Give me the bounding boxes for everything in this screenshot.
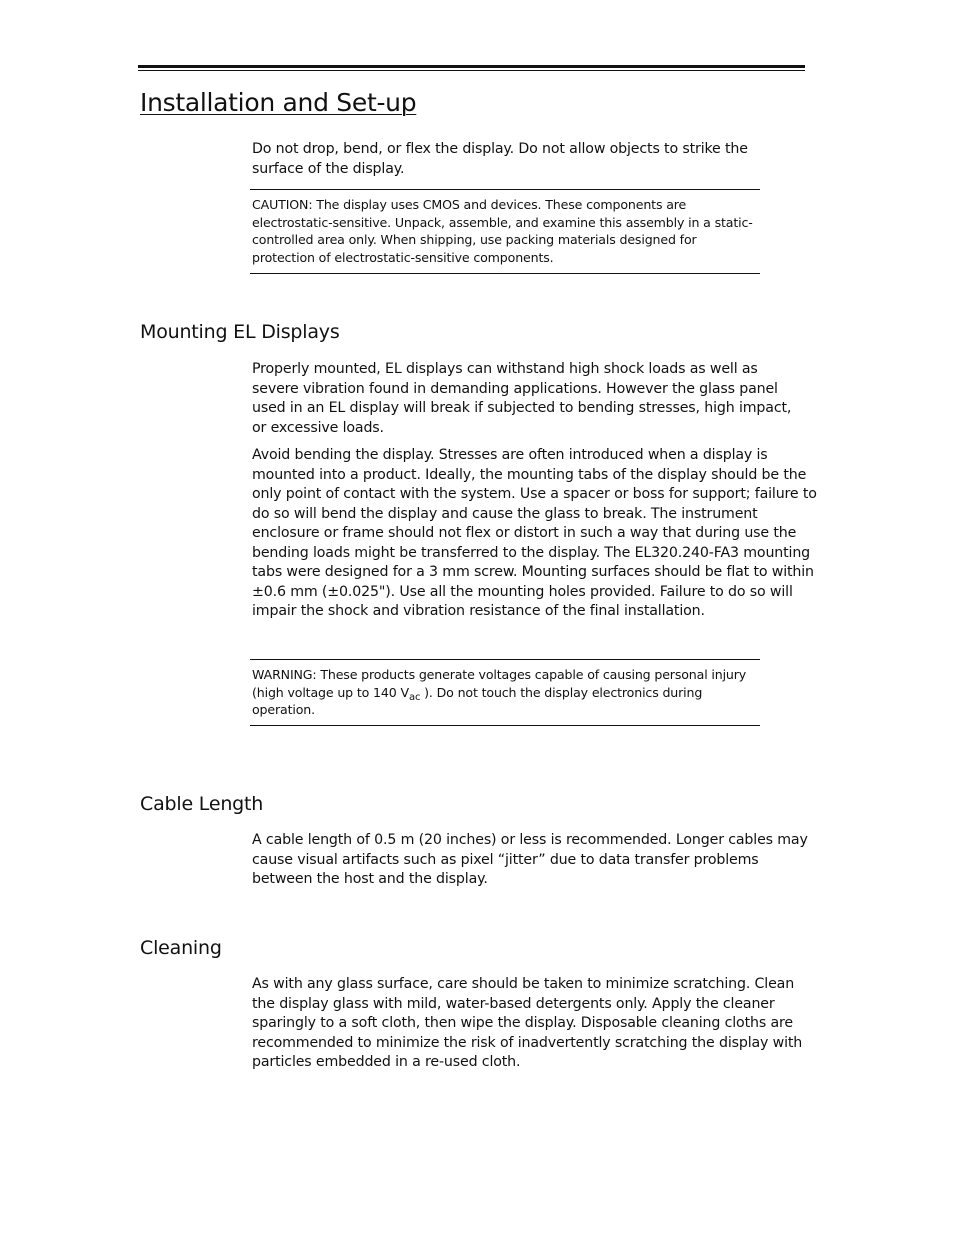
section-heading-cable: Cable Length <box>140 793 264 815</box>
page-title: Installation and Set-up <box>140 88 417 117</box>
mounting-paragraph-2: Avoid bending the display. Stresses are often introduced when a display is mounted into a product. Ideally, the mounting tabs of the display should be the only point of contact with the system. Use a spacer or boss for support; failure to do so will bend the display and cause the glass to break. The instrument enclosure or frame should not flex or distort in such a way that during use the bending loads might be transferred to the display. The EL320.240-FA3 mounting tabs were designed for a 3 mm screw. Mounting surfaces should be flat to within ±0.6 mm (±0.025"). Use all the mounting holes provided. Failure to do so will impair the shock and vibration resistance of the final installation. <box>252 447 817 619</box>
warning-body-end: ). Do not touch the display electronics during operation. <box>252 684 703 717</box>
warning-note <box>250 659 760 726</box>
warning-body-start: WARNING: These products generate voltages capable of causing personal injury (high voltage up to 140 V <box>252 667 747 700</box>
section-heading-cleaning: Cleaning <box>140 937 222 959</box>
section-heading-mounting: Mounting EL Displays <box>140 321 340 343</box>
warning-text <box>252 666 758 719</box>
caution-text <box>252 196 758 266</box>
header-rule-thick <box>138 65 805 68</box>
warning-subscript: ac <box>408 691 421 703</box>
cleaning-paragraph: As with any glass surface, care should be taken to minimize scratching. Clean the display glass with mild, water-based detergents only. Apply the cleaner sparingly to a soft cloth, then wipe the display. Disposable cleaning cloths are recommended to minimize the risk of inadvertently scratching the display with particles embedded in a re-used cloth. <box>252 976 803 1070</box>
mounting-paragraph-1: Properly mounted, EL displays can withstand high shock loads as well as severe vibration found in demanding applications. However the glass panel used in an EL display will break if subjected to bending stresses, high impact, or excessive loads. <box>252 361 792 436</box>
caution-label: CAUTION: <box>252 197 313 212</box>
cable-paragraph: A cable length of 0.5 m (20 inches) or less is recommended. Longer cables may cause visual artifacts such as pixel “jitter” due to data transfer problems between the host and the display. <box>252 832 808 887</box>
header-rule-thin <box>138 70 805 71</box>
caution-body: The display uses CMOS and devices. These components are electrostatic-sensitive. Unpack, assemble, and examine this assembly in a static-controlled area only. When shipping, use packing materials designed for protection of electrostatic-sensitive components. <box>252 197 753 265</box>
intro-paragraph: Do not drop, bend, or flex the display. Do not allow objects to strike the surface of the display. <box>252 141 748 177</box>
caution-note <box>250 189 760 274</box>
